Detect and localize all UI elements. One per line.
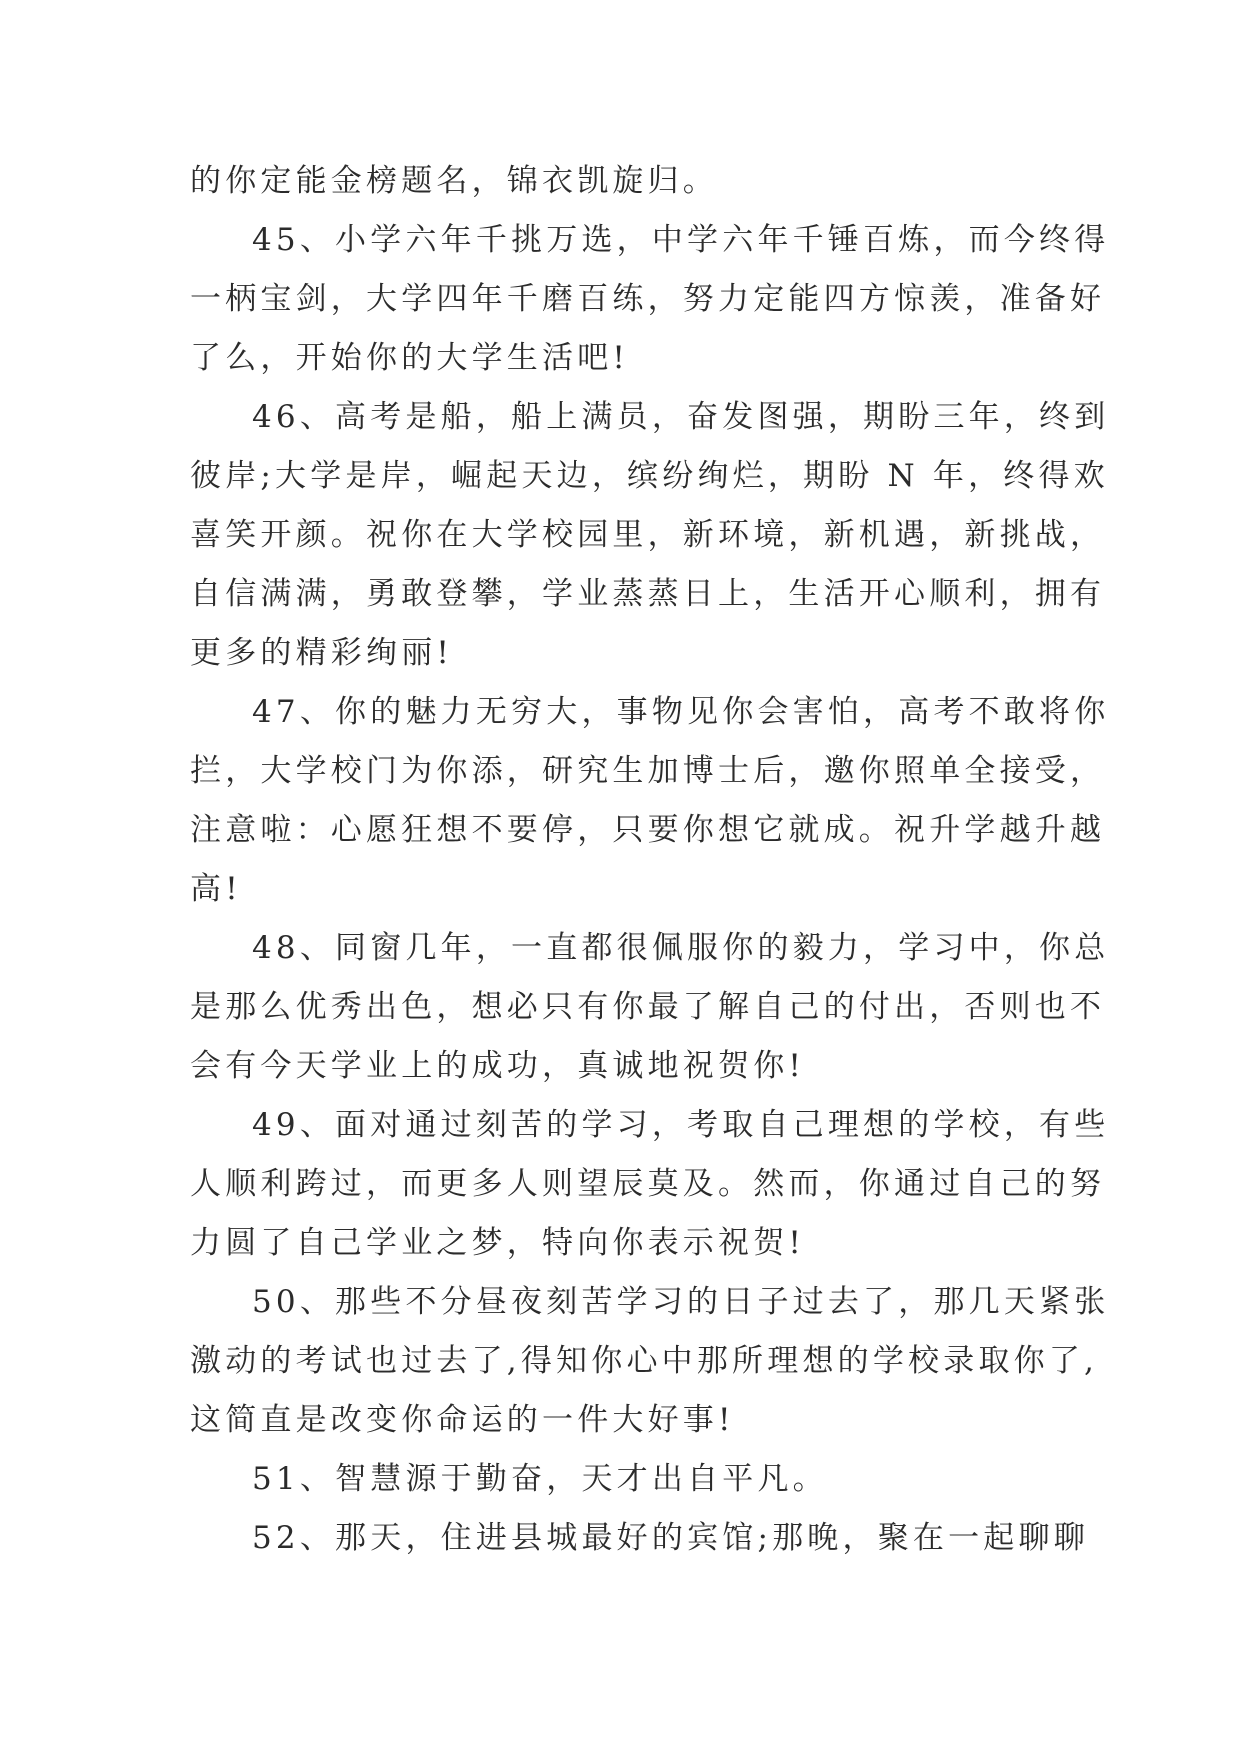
text-line: 52、那天，住进县城最好的宾馆;那晚，聚在一起聊聊 [252,1520,1089,1556]
text-line: 高! [190,871,242,907]
paragraph-51 [190,1450,1050,1509]
text-line: 48、同窗几年，一直都很佩服你的毅力，学习中，你总 [252,930,1110,966]
paragraph-continuation [190,152,1050,211]
text-line: 49、面对通过刻苦的学习，考取自己理想的学校，有些 [252,1107,1110,1143]
paragraph-49 [190,1096,1110,1273]
text-line: 力圆了自己学业之梦，特向你表示祝贺! [190,1225,806,1261]
paragraph-48 [190,919,1110,1096]
text-line: 人顺利跨过，而更多人则望辰莫及。然而，你通过自己的努 [190,1166,1106,1202]
document-body [190,152,1110,1568]
text-line: 的你定能金榜题名，锦衣凯旋归。 [190,163,718,199]
paragraph-52 [190,1509,1089,1568]
text-line: 45、小学六年千挑万选，中学六年千锤百炼，而今终得 [252,222,1110,258]
text-line: 一柄宝剑，大学四年千磨百练，努力定能四方惊羡，准备好 [190,281,1106,317]
text-line: 了么，开始你的大学生活吧! [190,340,630,376]
paragraph-46 [190,388,1110,683]
paragraph-50 [190,1273,1110,1450]
text-line: 拦，大学校门为你添，研究生加博士后，邀你照单全接受， [190,753,1106,789]
text-line: 注意啦：心愿狂想不要停，只要你想它就成。祝升学越升越 [190,812,1106,848]
text-line: 50、那些不分昼夜刻苦学习的日子过去了，那几天紧张 [252,1284,1110,1320]
text-line: 46、高考是船，船上满员，奋发图强，期盼三年，终到 [252,399,1110,435]
text-line: 是那么优秀出色，想必只有你最了解自己的付出，否则也不 [190,989,1106,1025]
paragraph-47 [190,683,1110,919]
paragraph-45 [190,211,1110,388]
text-line: 47、你的魅力无穷大，事物见你会害怕，高考不敢将你 [252,694,1110,730]
text-line: 更多的精彩绚丽! [190,635,454,671]
text-line: 彼岸;大学是岸，崛起天边，缤纷绚烂，期盼 N 年，终得欢 [190,458,1109,494]
text-line: 会有今天学业上的成功，真诚地祝贺你! [190,1048,806,1084]
text-line: 激动的考试也过去了,得知你心中那所理想的学校录取你了, [190,1343,1099,1379]
text-line: 这简直是改变你命运的一件大好事! [190,1402,735,1438]
text-line: 51、智慧源于勤奋，天才出自平凡。 [252,1461,828,1497]
text-line: 喜笑开颜。祝你在大学校园里，新环境，新机遇，新挑战， [190,517,1106,553]
text-line: 自信满满，勇敢登攀，学业蒸蒸日上，生活开心顺利，拥有 [190,576,1106,612]
